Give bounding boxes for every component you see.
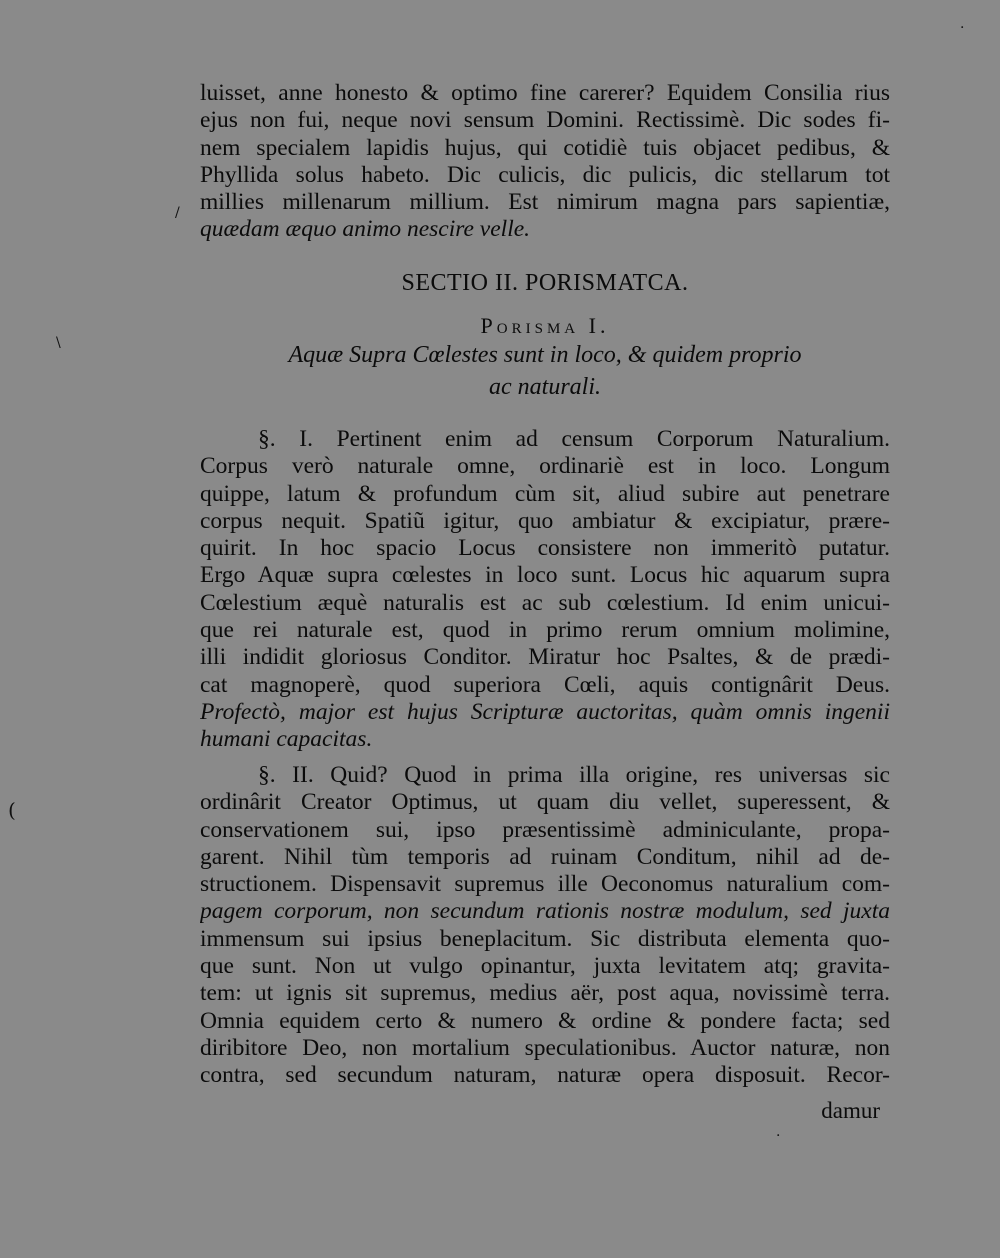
text-line: quippe, latum & profundum cùm sit, aliud subire aut penetrare [200,480,890,507]
text-line: humani capacitas. [200,726,373,753]
text-line: cat magnoperè, quod superiora Cœli, aquis contignârit Deus. [200,671,890,698]
text-line: Profectò, major est hujus Scripturæ auctoritas, quàm omnis ingenii [200,698,890,725]
text-line: illi indidit gloriosus Conditor. Miratur hoc Psaltes, & de prædi- [200,644,890,671]
paragraph-section-1 [200,426,890,754]
text-line: Corpus verò naturale omne, ordinariè est in loco. Longum [200,453,890,480]
section-heading: SECTIO II. PORISMATCA. [401,270,689,296]
thesis-line: ac naturali. [489,374,601,400]
ink-speck: ( [8,798,16,822]
ink-speck: · [776,1128,781,1144]
text-line: contra, sed secundum naturam, naturæ opera disposuit. Recor- [200,1062,890,1089]
text-line: que sunt. Non ut vulgo opinantur, juxta levitatem atq; gravita- [200,953,890,980]
text-line: Phyllida solus habeto. Dic culicis, dic pulicis, dic stellarum tot [200,161,890,188]
catchword: damur [821,1098,880,1123]
text-line: ordinârit Creator Optimus, ut quam diu vellet, superessent, & [200,789,890,816]
ink-speck: \ [56,335,61,351]
text-line: conservationem sui, ipso præsentissimè adminiculante, propa- [200,816,890,843]
text-line: luisset, anne honesto & optimo fine carerer? Equidem Consilia rius [200,80,890,106]
text-line: §. I. Pertinent enim ad censum Corporum Naturalium. [258,426,890,452]
text-line: ejus non fui, neque novi sensum Domini. Rectissimè. Dic sodes fi- [200,107,890,134]
text-line: millies millenarum millium. Est nimirum magna pars sapientiæ, [200,189,890,216]
text-line: tem: ut ignis sit supremus, medius aër, post aqua, novissimè terra. [200,980,890,1007]
text-line: §. II. Quid? Quod in prima illa origine, res universas sic [258,762,890,788]
text-line: Omnia equidem certo & numero & ordine & pondere facta; sed [200,1007,890,1034]
porisma-heading: Porisma I. [480,313,610,338]
ink-speck: / [175,205,180,221]
ink-speck: · [960,20,965,36]
text-line: structionem. Dispensavit supremus ille Oeconomus naturalium com- [200,871,890,898]
thesis-line: Aquæ Supra Cœlestes sunt in loco, & quidem proprio [288,342,802,368]
text-line: que rei naturale est, quod in primo rerum omnium molimine, [200,617,890,644]
text-line: immensum sui ipsius beneplacitum. Sic distributa elementa quo- [200,925,890,952]
text-line: quirit. In hoc spacio Locus consistere non immeritò putatur. [200,535,890,562]
text-line: Ergo Aquæ supra cœlestes in loco sunt. Locus hic aquarum supra [200,562,890,589]
text-line: diribitore Deo, non mortalium speculationibus. Auctor naturæ, non [200,1034,890,1061]
paragraph-section-2 [200,762,890,1090]
text-line: corpus nequit. Spatiũ igitur, quo ambiatur & excipiatur, prære- [200,507,890,534]
text-line: pagem corporum, non secundum rationis nostræ modulum, sed juxta [200,898,890,925]
text-line: Cœlestium æquè naturalis est ac sub cœlestium. Id enim unicui- [200,589,890,616]
text-line: garent. Nihil tùm temporis ad ruinam Conditum, nihil ad de- [200,843,890,870]
text-line: quædam æquo animo nescire velle. [200,216,531,243]
text-line: nem specialem lapidis hujus, qui cotidiè tuis objacet pedibus, & [200,134,890,161]
paragraph-continued [200,80,890,244]
